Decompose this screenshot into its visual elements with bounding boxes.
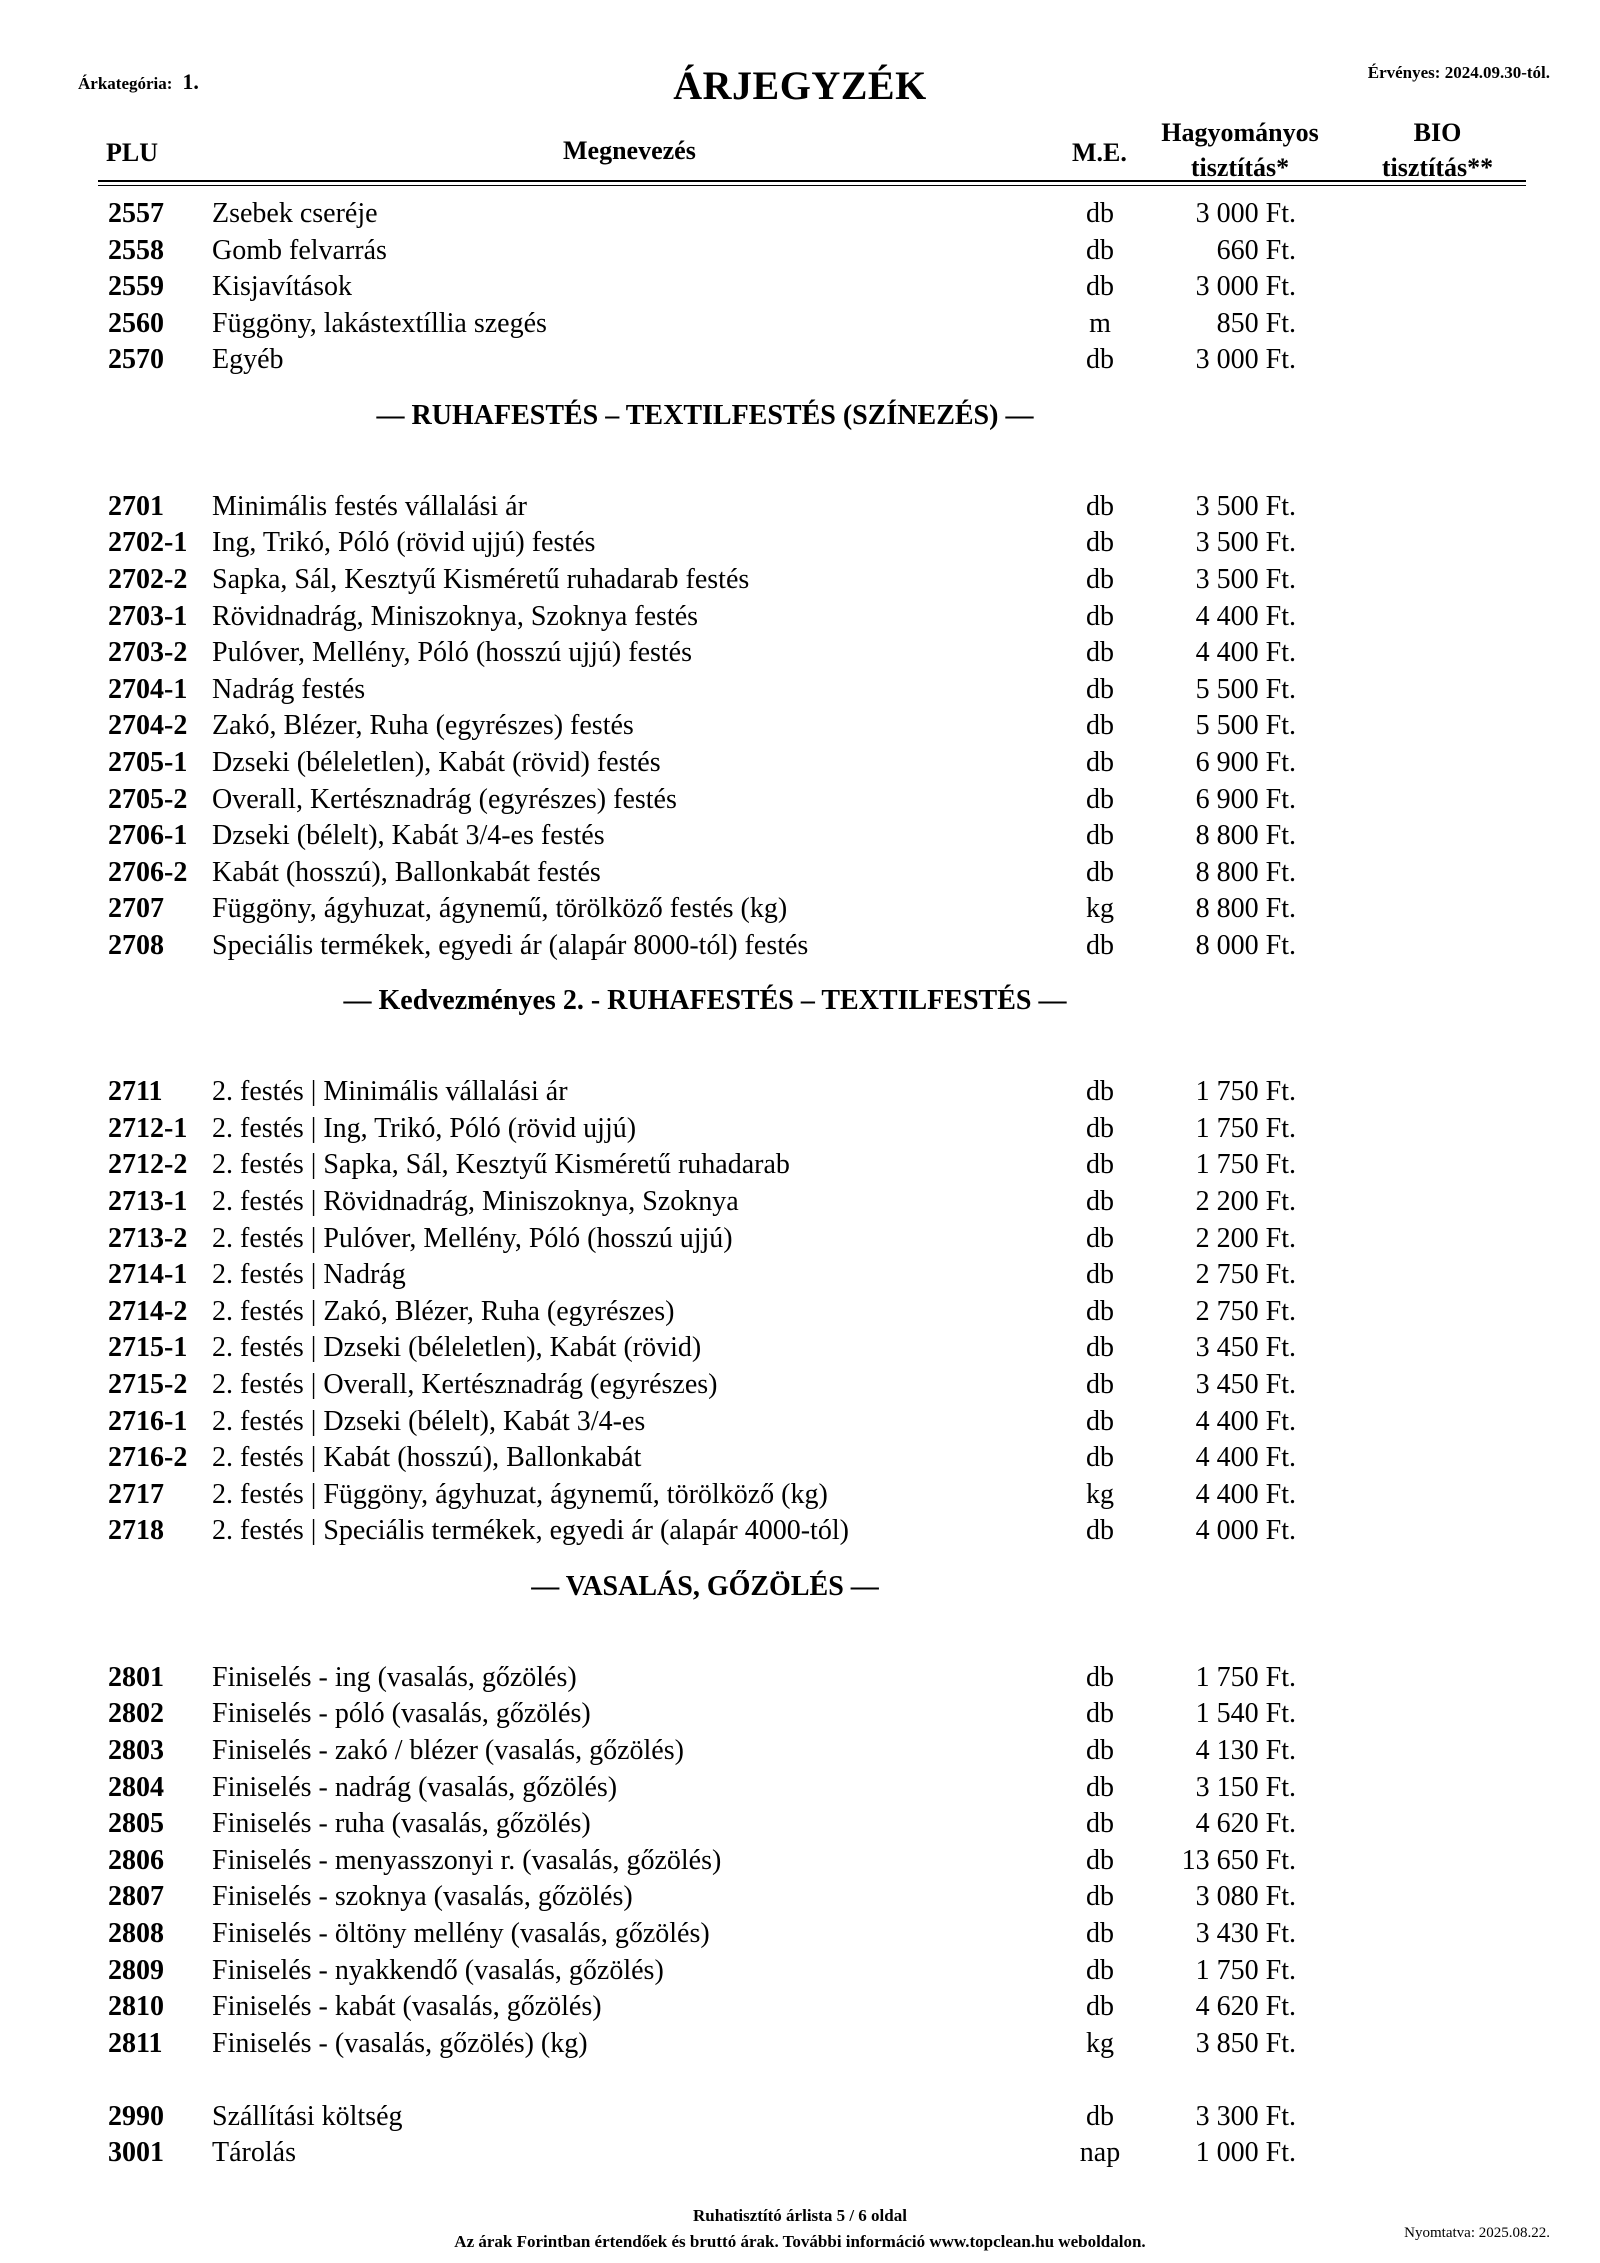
price-cell: 1 750 Ft. [1195, 1149, 1296, 1181]
price-row [0, 489, 1600, 526]
header-rule-thick [98, 180, 1526, 182]
price-cell: 1 750 Ft. [1195, 1076, 1296, 1108]
spacer [0, 1623, 1600, 1660]
column-header-name: Megnevezés [563, 136, 696, 165]
price-cell: 13 650 Ft. [1181, 1844, 1296, 1876]
price-cell: 850 Ft. [1216, 307, 1296, 339]
plu-cell: 2804 [108, 1771, 164, 1803]
price-row [0, 1660, 1600, 1697]
plu-cell: 2711 [108, 1076, 163, 1108]
section-title: — RUHAFESTÉS – TEXTILFESTÉS (SZÍNEZÉS) — [376, 399, 1034, 431]
plu-cell: 2807 [108, 1881, 164, 1913]
unit-cell: db [1086, 1698, 1114, 1730]
plu-cell: 2560 [108, 307, 164, 339]
plu-cell: 2809 [108, 1954, 164, 1986]
price-cell: 6 900 Ft. [1195, 783, 1296, 815]
item-name: Finiselés - zakó / blézer (vasalás, gőzölés) [212, 1734, 684, 1766]
price-category-label: Árkategória: [78, 74, 173, 93]
unit-cell: db [1086, 1991, 1114, 2023]
unit-cell: db [1086, 1076, 1114, 1108]
price-cell: 4 400 Ft. [1195, 1442, 1296, 1474]
price-cell: 3 430 Ft. [1195, 1917, 1296, 1949]
item-name: 2. festés | Rövidnadrág, Miniszoknya, Szoknya [212, 1186, 739, 1218]
price-row [0, 1879, 1600, 1916]
column-header-traditional [1135, 115, 1345, 185]
price-cell: 4 620 Ft. [1195, 1991, 1296, 2023]
plu-cell: 2712-1 [108, 1112, 188, 1144]
plu-cell: 2558 [108, 234, 164, 266]
section-heading [0, 379, 1600, 452]
unit-cell: db [1086, 1222, 1114, 1254]
item-name: Speciális termékek, egyedi ár (alapár 8000-tól) festés [212, 929, 809, 961]
plu-cell: 2559 [108, 271, 164, 303]
price-cell: 3 300 Ft. [1195, 2100, 1296, 2132]
item-name: 2. festés | Függöny, ágyhuzat, ágynemű, törölköző (kg) [212, 1478, 828, 1510]
price-row [0, 306, 1600, 343]
item-name: Finiselés - nadrág (vasalás, gőzölés) [212, 1771, 618, 1803]
price-cell: 3 080 Ft. [1195, 1881, 1296, 1913]
plu-cell: 2715-1 [108, 1332, 188, 1364]
unit-cell: db [1086, 600, 1114, 632]
unit-cell: db [1086, 563, 1114, 595]
price-cell: 1 750 Ft. [1195, 1112, 1296, 1144]
plu-cell: 2707 [108, 893, 164, 925]
price-row [0, 745, 1600, 782]
valid-from: Érvényes: 2024.09.30-tól. [1367, 63, 1550, 82]
unit-cell: db [1086, 783, 1114, 815]
price-row [0, 1513, 1600, 1550]
unit-cell: db [1086, 1515, 1114, 1547]
price-cell: 660 Ft. [1216, 234, 1296, 266]
price-row [0, 233, 1600, 270]
plu-cell: 2802 [108, 1698, 164, 1730]
price-row [0, 1257, 1600, 1294]
item-name: 2. festés | Speciális termékek, egyedi ár (alapár 4000-tól) [212, 1515, 849, 1547]
price-cell: 4 400 Ft. [1195, 1405, 1296, 1437]
price-row [0, 1953, 1600, 1990]
spacer [0, 452, 1600, 489]
item-name: Függöny, lakástextíllia szegés [212, 307, 547, 339]
price-row [0, 1330, 1600, 1367]
price-row [0, 1806, 1600, 1843]
price-row [0, 855, 1600, 892]
price-cell: 3 450 Ft. [1195, 1332, 1296, 1364]
item-name: Ing, Trikó, Póló (rövid ujjú) festés [212, 527, 596, 559]
plu-cell: 2706-1 [108, 820, 188, 852]
price-cell: 3 000 Ft. [1195, 198, 1296, 229]
column-header-bio-line1: BIO [1413, 118, 1462, 147]
price-cell: 3 500 Ft. [1195, 527, 1296, 559]
price-cell: 4 620 Ft. [1195, 1808, 1296, 1840]
price-cell: 8 800 Ft. [1195, 856, 1296, 888]
plu-cell: 3001 [108, 2137, 164, 2169]
item-name: Függöny, ágyhuzat, ágynemű, törölköző festés (kg) [212, 893, 788, 925]
unit-cell: db [1086, 1954, 1114, 1986]
item-name: Pulóver, Mellény, Póló (hosszú ujjú) festés [212, 637, 693, 669]
plu-cell: 2713-1 [108, 1186, 188, 1218]
item-name: 2. festés | Minimális vállalási ár [212, 1076, 568, 1108]
spacer [0, 2062, 1600, 2099]
price-row [0, 1733, 1600, 1770]
item-name: 2. festés | Ing, Trikó, Póló (rövid ujjú) [212, 1112, 637, 1144]
plu-cell: 2702-1 [108, 527, 188, 559]
plu-cell: 2716-2 [108, 1442, 188, 1474]
price-row [0, 928, 1600, 965]
plu-cell: 2806 [108, 1844, 164, 1876]
plu-cell: 2716-1 [108, 1405, 188, 1437]
item-name: 2. festés | Nadrág [212, 1259, 406, 1291]
item-name: 2. festés | Zakó, Blézer, Ruha (egyrészes) [212, 1295, 675, 1327]
unit-cell: kg [1086, 893, 1114, 925]
price-cell: 3 850 Ft. [1195, 2027, 1296, 2059]
plu-cell: 2557 [108, 198, 164, 229]
price-cell: 4 000 Ft. [1195, 1515, 1296, 1547]
item-name: Zakó, Blézer, Ruha (egyrészes) festés [212, 710, 634, 742]
unit-cell: db [1086, 637, 1114, 669]
price-row [0, 2099, 1600, 2136]
item-name: Finiselés - menyasszonyi r. (vasalás, gőzölés) [212, 1844, 722, 1876]
page-title: ÁRJEGYZÉK [673, 63, 927, 108]
price-list [0, 196, 1600, 2172]
item-name: Overall, Kertésznadrág (egyrészes) festés [212, 783, 677, 815]
plu-cell: 2803 [108, 1734, 164, 1766]
price-row [0, 1404, 1600, 1441]
unit-cell: db [1086, 527, 1114, 559]
unit-cell: db [1086, 2100, 1114, 2132]
unit-cell: db [1086, 1186, 1114, 1218]
unit-cell: db [1086, 198, 1114, 229]
unit-cell: db [1086, 856, 1114, 888]
item-name: Tárolás [212, 2137, 296, 2169]
unit-cell: db [1086, 1295, 1114, 1327]
unit-cell: db [1086, 234, 1114, 266]
price-row [0, 635, 1600, 672]
item-name: Kisjavítások [212, 271, 352, 303]
section-heading [0, 964, 1600, 1037]
unit-cell: db [1086, 1369, 1114, 1400]
unit-cell: db [1086, 1771, 1114, 1803]
price-cell: 4 130 Ft. [1195, 1734, 1296, 1766]
price-cell: 3 450 Ft. [1195, 1369, 1296, 1400]
unit-cell: db [1086, 1917, 1114, 1949]
price-cell: 2 750 Ft. [1195, 1259, 1296, 1291]
item-name: Dzseki (bélelt), Kabát 3/4-es festés [212, 820, 605, 852]
column-header-bio-line2: tisztítás** [1381, 153, 1494, 182]
price-row [0, 672, 1600, 709]
item-name: Sapka, Sál, Kesztyű Kisméretű ruhadarab festés [212, 563, 750, 595]
section-heading [0, 1550, 1600, 1623]
column-header-traditional-line2: tisztítás* [1190, 153, 1290, 182]
unit-cell: db [1086, 929, 1114, 961]
price-row [0, 1696, 1600, 1733]
price-row [0, 1147, 1600, 1184]
column-header-unit: M.E. [1072, 138, 1127, 167]
price-row [0, 1843, 1600, 1880]
plu-cell: 2708 [108, 929, 164, 961]
price-row [0, 1916, 1600, 1953]
plu-cell: 2811 [108, 2027, 163, 2059]
item-name: Finiselés - póló (vasalás, gőzölés) [212, 1698, 591, 1730]
plu-cell: 2717 [108, 1478, 164, 1510]
item-name: Finiselés - nyakkendő (vasalás, gőzölés) [212, 1954, 664, 1986]
unit-cell: db [1086, 1259, 1114, 1291]
footer-page-info: Ruhatisztító árlista 5 / 6 oldal [693, 2206, 907, 2225]
price-cell: 2 200 Ft. [1195, 1186, 1296, 1218]
price-row [0, 342, 1600, 379]
unit-cell: m [1089, 307, 1111, 339]
unit-cell: db [1086, 1332, 1114, 1364]
unit-cell: db [1086, 1734, 1114, 1766]
price-row [0, 1440, 1600, 1477]
unit-cell: db [1086, 1112, 1114, 1144]
plu-cell: 2808 [108, 1917, 164, 1949]
price-row [0, 599, 1600, 636]
printed-date: Nyomtatva: 2025.08.22. [1404, 2225, 1550, 2241]
plu-cell: 2713-2 [108, 1222, 188, 1254]
price-cell: 3 000 Ft. [1195, 271, 1296, 303]
column-header-traditional-line1: Hagyományos [1161, 118, 1319, 147]
item-name: Gomb felvarrás [212, 234, 387, 266]
plu-cell: 2805 [108, 1808, 164, 1840]
item-name: Finiselés - kabát (vasalás, gőzölés) [212, 1991, 602, 2023]
plu-cell: 2705-1 [108, 746, 188, 778]
unit-cell: db [1086, 490, 1114, 522]
price-row [0, 818, 1600, 855]
item-name: Kabát (hosszú), Ballonkabát festés [212, 856, 601, 888]
plu-cell: 2712-2 [108, 1149, 188, 1181]
plu-cell: 2705-2 [108, 783, 188, 815]
price-row [0, 2135, 1600, 2172]
column-header-bio [1355, 115, 1520, 185]
price-cell: 3 150 Ft. [1195, 1771, 1296, 1803]
unit-cell: db [1086, 1405, 1114, 1437]
plu-cell: 2718 [108, 1515, 164, 1547]
price-cell: 5 500 Ft. [1195, 710, 1296, 742]
plu-cell: 2810 [108, 1991, 164, 2023]
unit-cell: db [1086, 271, 1114, 303]
plu-cell: 2704-1 [108, 673, 188, 705]
item-name: 2. festés | Dzseki (bélelt), Kabát 3/4-es [212, 1405, 646, 1437]
price-row [0, 1184, 1600, 1221]
price-cell: 8 000 Ft. [1195, 929, 1296, 961]
price-row [0, 1074, 1600, 1111]
price-cell: 1 750 Ft. [1195, 1661, 1296, 1693]
price-row [0, 562, 1600, 599]
unit-cell: kg [1086, 1478, 1114, 1510]
price-row [0, 708, 1600, 745]
price-cell: 3 500 Ft. [1195, 490, 1296, 522]
plu-cell: 2706-2 [108, 856, 188, 888]
price-cell: 6 900 Ft. [1195, 746, 1296, 778]
price-cell: 3 500 Ft. [1195, 563, 1296, 595]
header-rule-thin [98, 185, 1526, 186]
unit-cell: db [1086, 1442, 1114, 1474]
price-cell: 1 750 Ft. [1195, 1954, 1296, 1986]
unit-cell: db [1086, 1149, 1114, 1181]
plu-cell: 2570 [108, 344, 164, 376]
price-category-value: 1. [182, 69, 199, 94]
plu-cell: 2990 [108, 2100, 164, 2132]
item-name: 2. festés | Sapka, Sál, Kesztyű Kisméretű ruhadarab [212, 1149, 790, 1181]
price-cell: 1 000 Ft. [1195, 2137, 1296, 2169]
price-row [0, 269, 1600, 306]
section-title: — Kedvezményes 2. - RUHAFESTÉS – TEXTILFESTÉS — [343, 985, 1067, 1017]
price-row [0, 1111, 1600, 1148]
item-name: Dzseki (béleletlen), Kabát (rövid) festés [212, 746, 661, 778]
spacer [0, 1038, 1600, 1075]
price-cell: 5 500 Ft. [1195, 673, 1296, 705]
unit-cell: db [1086, 1661, 1114, 1693]
price-cell: 3 000 Ft. [1195, 344, 1296, 376]
plu-cell: 2703-2 [108, 637, 188, 669]
plu-cell: 2703-1 [108, 600, 188, 632]
plu-cell: 2701 [108, 490, 164, 522]
column-header-plu: PLU [106, 138, 158, 167]
price-cell: 4 400 Ft. [1195, 1478, 1296, 1510]
plu-cell: 2714-2 [108, 1295, 188, 1327]
unit-cell: db [1086, 1881, 1114, 1913]
item-name: Rövidnadrág, Miniszoknya, Szoknya festés [212, 600, 699, 632]
unit-cell: kg [1086, 2027, 1114, 2059]
plu-cell: 2704-2 [108, 710, 188, 742]
footer-note: Az árak Forintban értendőek és bruttó árak. További információ www.topclean.hu weboldalon. [454, 2232, 1146, 2251]
price-cell: 8 800 Ft. [1195, 893, 1296, 925]
item-name: Minimális festés vállalási ár [212, 490, 527, 522]
item-name: Egyéb [212, 344, 284, 376]
item-name: 2. festés | Dzseki (béleletlen), Kabát (rövid) [212, 1332, 702, 1364]
price-cell: 2 750 Ft. [1195, 1295, 1296, 1327]
price-row [0, 525, 1600, 562]
item-name: Finiselés - (vasalás, gőzölés) (kg) [212, 2027, 588, 2059]
item-name: Finiselés - ing (vasalás, gőzölés) [212, 1661, 577, 1693]
price-row [0, 891, 1600, 928]
price-cell: 4 400 Ft. [1195, 637, 1296, 669]
item-name: Nadrág festés [212, 673, 366, 705]
price-row [0, 1294, 1600, 1331]
plu-cell: 2714-1 [108, 1259, 188, 1291]
price-row [0, 196, 1600, 233]
price-cell: 2 200 Ft. [1195, 1222, 1296, 1254]
price-cell: 1 540 Ft. [1195, 1698, 1296, 1730]
item-name: 2. festés | Pulóver, Mellény, Póló (hosszú ujjú) [212, 1222, 733, 1254]
price-row [0, 1477, 1600, 1514]
unit-cell: db [1086, 1844, 1114, 1876]
section-title: — VASALÁS, GŐZÖLÉS — [531, 1570, 879, 1602]
unit-cell: db [1086, 820, 1114, 852]
item-name: Szállítási költség [212, 2100, 403, 2132]
plu-cell: 2702-2 [108, 563, 188, 595]
item-name: 2. festés | Kabát (hosszú), Ballonkabát [212, 1442, 642, 1474]
unit-cell: db [1086, 344, 1114, 376]
unit-cell: db [1086, 1808, 1114, 1840]
item-name: Finiselés - szoknya (vasalás, gőzölés) [212, 1881, 633, 1913]
plu-cell: 2715-2 [108, 1369, 188, 1400]
unit-cell: db [1086, 746, 1114, 778]
price-row [0, 2026, 1600, 2063]
plu-cell: 2801 [108, 1661, 164, 1693]
item-name: Finiselés - öltöny mellény (vasalás, gőzölés) [212, 1917, 710, 1949]
price-row [0, 1221, 1600, 1258]
price-cell: 4 400 Ft. [1195, 600, 1296, 632]
price-cell: 8 800 Ft. [1195, 820, 1296, 852]
unit-cell: db [1086, 710, 1114, 742]
unit-cell: nap [1079, 2137, 1121, 2169]
price-row [0, 1367, 1600, 1404]
item-name: Zsebek cseréje [212, 198, 378, 229]
price-row [0, 782, 1600, 819]
unit-cell: db [1086, 673, 1114, 705]
item-name: Finiselés - ruha (vasalás, gőzölés) [212, 1808, 591, 1840]
item-name: 2. festés | Overall, Kertésznadrág (egyrészes) [212, 1369, 718, 1400]
price-row [0, 1770, 1600, 1807]
price-row [0, 1989, 1600, 2026]
